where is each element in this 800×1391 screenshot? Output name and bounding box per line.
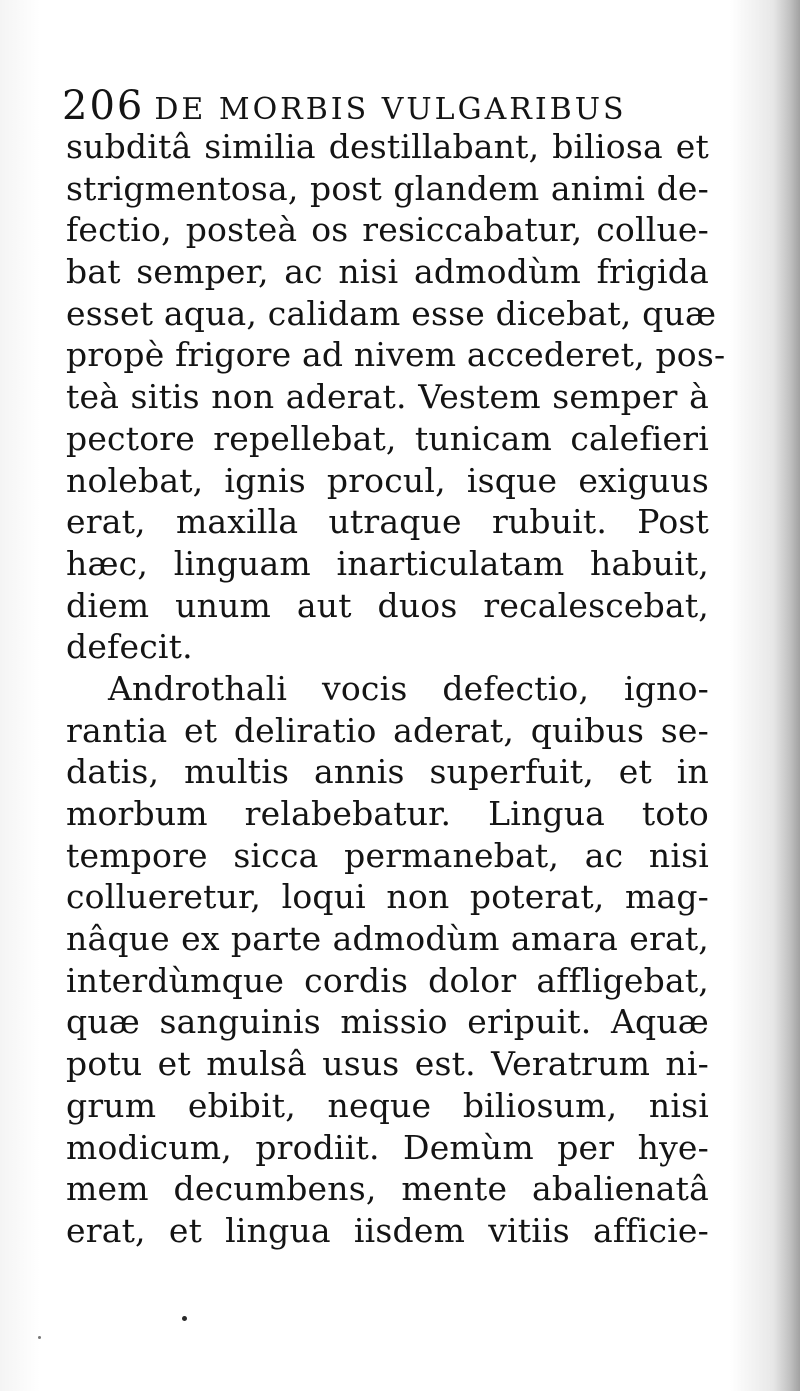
- text-line: quæ sanguinis missio eripuit. Aquæ: [66, 1002, 709, 1042]
- ink-speck: [182, 1316, 187, 1321]
- text-line: rantia et deliratio aderat, quibus se-: [66, 710, 709, 750]
- text-line: interdùmque cordis dolor affligebat,: [66, 960, 709, 1000]
- text-line: modicum, prodiit. Demùm per hye-: [66, 1127, 709, 1167]
- text-line: tempore sicca permanebat, ac nisi: [66, 835, 709, 875]
- text-line: propè frigore ad nivem accederet, pos-: [66, 335, 726, 375]
- text-line: subditâ similia destillabant, biliosa et: [66, 127, 709, 166]
- text-line: fectio, posteà os resiccabatur, collue-: [66, 210, 709, 250]
- text-line: diem unum aut duos recalescebat,: [66, 585, 709, 625]
- text-line: teà sitis non aderat. Vestem semper à: [66, 377, 709, 417]
- page-edge-shadow: [774, 0, 800, 1391]
- text-line: nolebat, ignis procul, isque exiguus: [66, 460, 709, 500]
- text-line: mem decumbens, mente abalienatâ: [66, 1169, 709, 1209]
- text-line: erat, maxilla utraque rubuit. Post: [66, 502, 709, 542]
- paragraph-start-line: Androthali vocis defectio, igno-: [108, 668, 709, 708]
- page-number: 206: [62, 83, 145, 129]
- text-line: hæc, linguam inarticulatam habuit,: [66, 543, 709, 583]
- running-title: DE MORBIS VULGARIBUS: [154, 92, 627, 127]
- text-line: datis, multis annis superfuit, et in: [66, 752, 709, 792]
- text-line: strigmentosa, post glandem animi de-: [66, 168, 709, 208]
- text-line: erat, et lingua iisdem vitiis afficie-: [66, 1210, 709, 1250]
- body-text: [66, 126, 726, 1252]
- ink-speck: [38, 1336, 41, 1339]
- paragraph-end-line: defecit.: [66, 627, 193, 667]
- text-line: esset aqua, calidam esse dicebat, quæ: [66, 293, 717, 333]
- text-line: collueretur, loqui non poterat, mag-: [66, 877, 709, 917]
- text-line: morbum relabebatur. Lingua toto: [66, 794, 709, 833]
- text-line: grum ebibit, neque biliosum, nisi: [66, 1085, 709, 1125]
- text-line: potu et mulsâ usus est. Veratrum ni-: [66, 1044, 709, 1084]
- text-line: nâque ex parte admodùm amara erat,: [66, 919, 709, 959]
- text-line: bat semper, ac nisi admodùm frigida: [66, 252, 709, 292]
- text-line: pectore repellebat, tunicam calefieri: [66, 418, 709, 458]
